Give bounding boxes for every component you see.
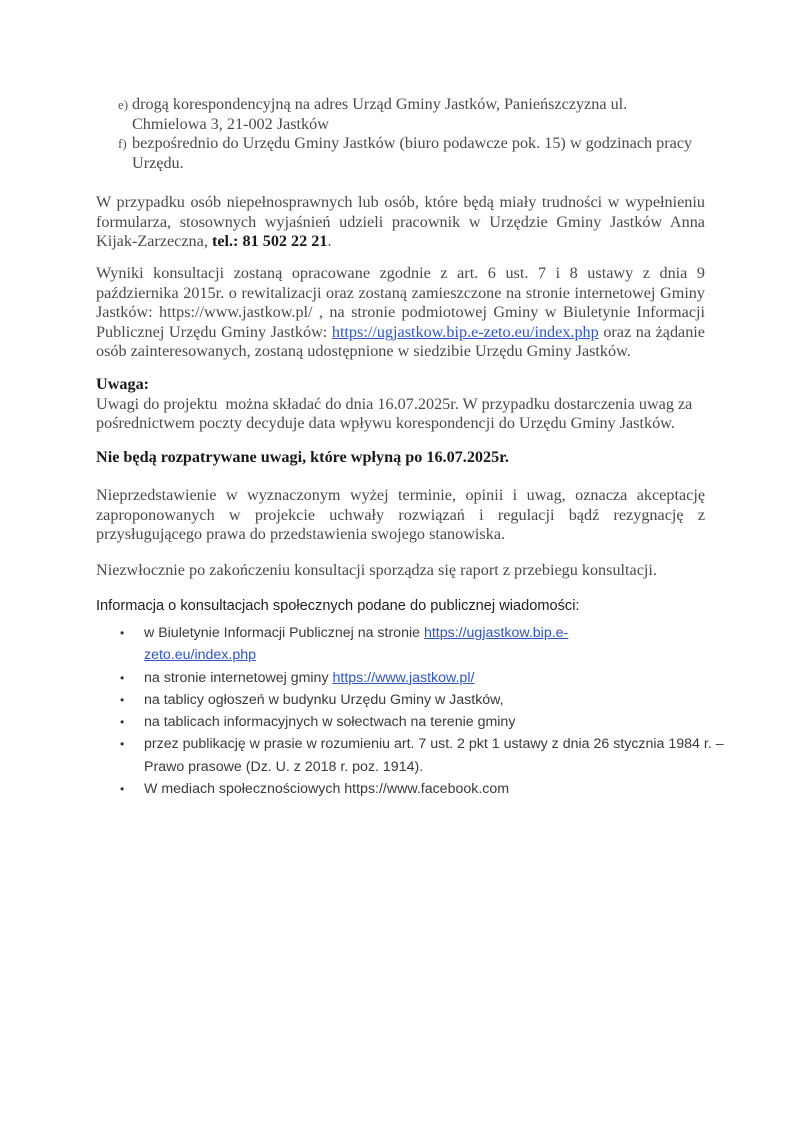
list-marker: e) [118, 97, 129, 112]
contact-methods-list [96, 95, 705, 173]
bip-link[interactable]: https://ugjastkow.bip.e-zeto.eu/index.php [331, 322, 599, 341]
phone-number: tel.: 81 502 22 21 [211, 232, 328, 250]
publication-list [120, 622, 724, 800]
acceptance-paragraph: Nieprzedstawienie w wyznaczonym wyżej terminie, opinii i uwag, oznacza akceptację zaproponowanych w projekcie uchwały rozwiązań i regulacji bądź rezygnację z przysługującego prawa do przedstawienia swojego stanowiska. [96, 486, 705, 543]
list-item [96, 95, 705, 134]
disability-paragraph [96, 193, 705, 252]
bullet-icon: • [120, 782, 125, 797]
bullet-icon: • [120, 715, 125, 730]
list-item [120, 689, 720, 711]
list-item-text: W mediach społecznościowych https://www.facebook.com [144, 781, 510, 798]
list-item-text: bezpośrednio do Urzędu Gminy Jastków (biuro podawcze pok. 15) w godzinach pracy Urzędu. [132, 134, 693, 172]
list-item [120, 711, 720, 733]
website-link[interactable]: https://www.jastkow.pl/ [332, 669, 475, 686]
list-item [120, 622, 614, 667]
list-item [96, 134, 705, 173]
list-item-text: przez publikację w prasie w rozumieniu art. 7 ust. 2 pkt 1 ustawy z dnia 26 stycznia 1984 r. – Prawo prasowe (Dz. U. z 2018 r. poz. 1914). [144, 736, 724, 775]
list-item-text: na tablicy ogłoszeń w budynku Urzędu Gminy w Jastków, [144, 691, 504, 708]
bullet-icon: • [120, 670, 125, 685]
deadline-warning [96, 448, 705, 468]
list-marker: f) [118, 136, 127, 151]
report-paragraph: Niezwłocznie po zakończeniu konsultacji sporządza się raport z przebiegu konsultacji. [96, 561, 657, 579]
bullet-icon: • [120, 737, 125, 752]
bip-link[interactable]: https://ugjastkow.bip.e-zeto.eu/index.php [144, 625, 569, 664]
note-heading: Uwaga: [96, 375, 150, 393]
note-text: Uwagi do projektu można składać do dnia 16.07.2025r. W przypadku dostarczenia uwag za pośrednictwem poczty decyduje data wpływu korespondencji do Urzędu Gminy Jastków. [96, 394, 697, 432]
paragraph-end: . [327, 232, 332, 250]
list-item [120, 733, 734, 778]
results-paragraph [96, 264, 705, 362]
paragraph-text-after: oraz na żądanie osób zainteresowanych, zostaną udostępnione w siedzibie Urzędu Gminy Jastków. [96, 322, 705, 360]
list-item-text: na tablicach informacyjnych w sołectwach na terenie gminy [144, 714, 516, 731]
list-item-text: na stronie internetowej gminy [144, 669, 333, 686]
paragraph-text: W przypadku osób niepełnosprawnych lub osób, które będą miały trudności w wypełnieniu formularza, stosownych wyjaśnień udzieli pracownik w Urzędzie Gminy Jastków Anna Kijak-Zarzeczna, [96, 193, 705, 250]
publication-heading: Informacja o konsultacjach społecznych podane do publicznej wiadomości: [96, 598, 580, 614]
paragraph-text: Wyniki konsultacji zostaną opracowane zgodnie z art. 6 ust. 7 i 8 ustawy z dnia 9 października 2015r. o rewitalizacji oraz zostaną zamieszczone na stronie internetowej Gminy Jastków: https://www.jastkow.pl/ , na stronie podmiotowej Gminy w Biuletynie Informacji Publicznej Urzędu Gminy Jastków: [96, 264, 705, 341]
note-section [96, 375, 705, 434]
deadline-warning-text: Nie będą rozpatrywane uwagi, które wpłyną po 16.07.2025r. [96, 448, 509, 466]
list-item [120, 667, 720, 689]
bullet-icon: • [120, 692, 125, 707]
bullet-icon: • [120, 626, 125, 640]
list-item-text: drogą korespondencyjną na adres Urząd Gminy Jastków, Panieńszczyzna ul. Chmielowa 3, 21-002 Jastków [132, 95, 628, 133]
list-item-text: w Biuletynie Informacji Publicznej na stronie [144, 625, 424, 641]
list-item [120, 778, 720, 800]
